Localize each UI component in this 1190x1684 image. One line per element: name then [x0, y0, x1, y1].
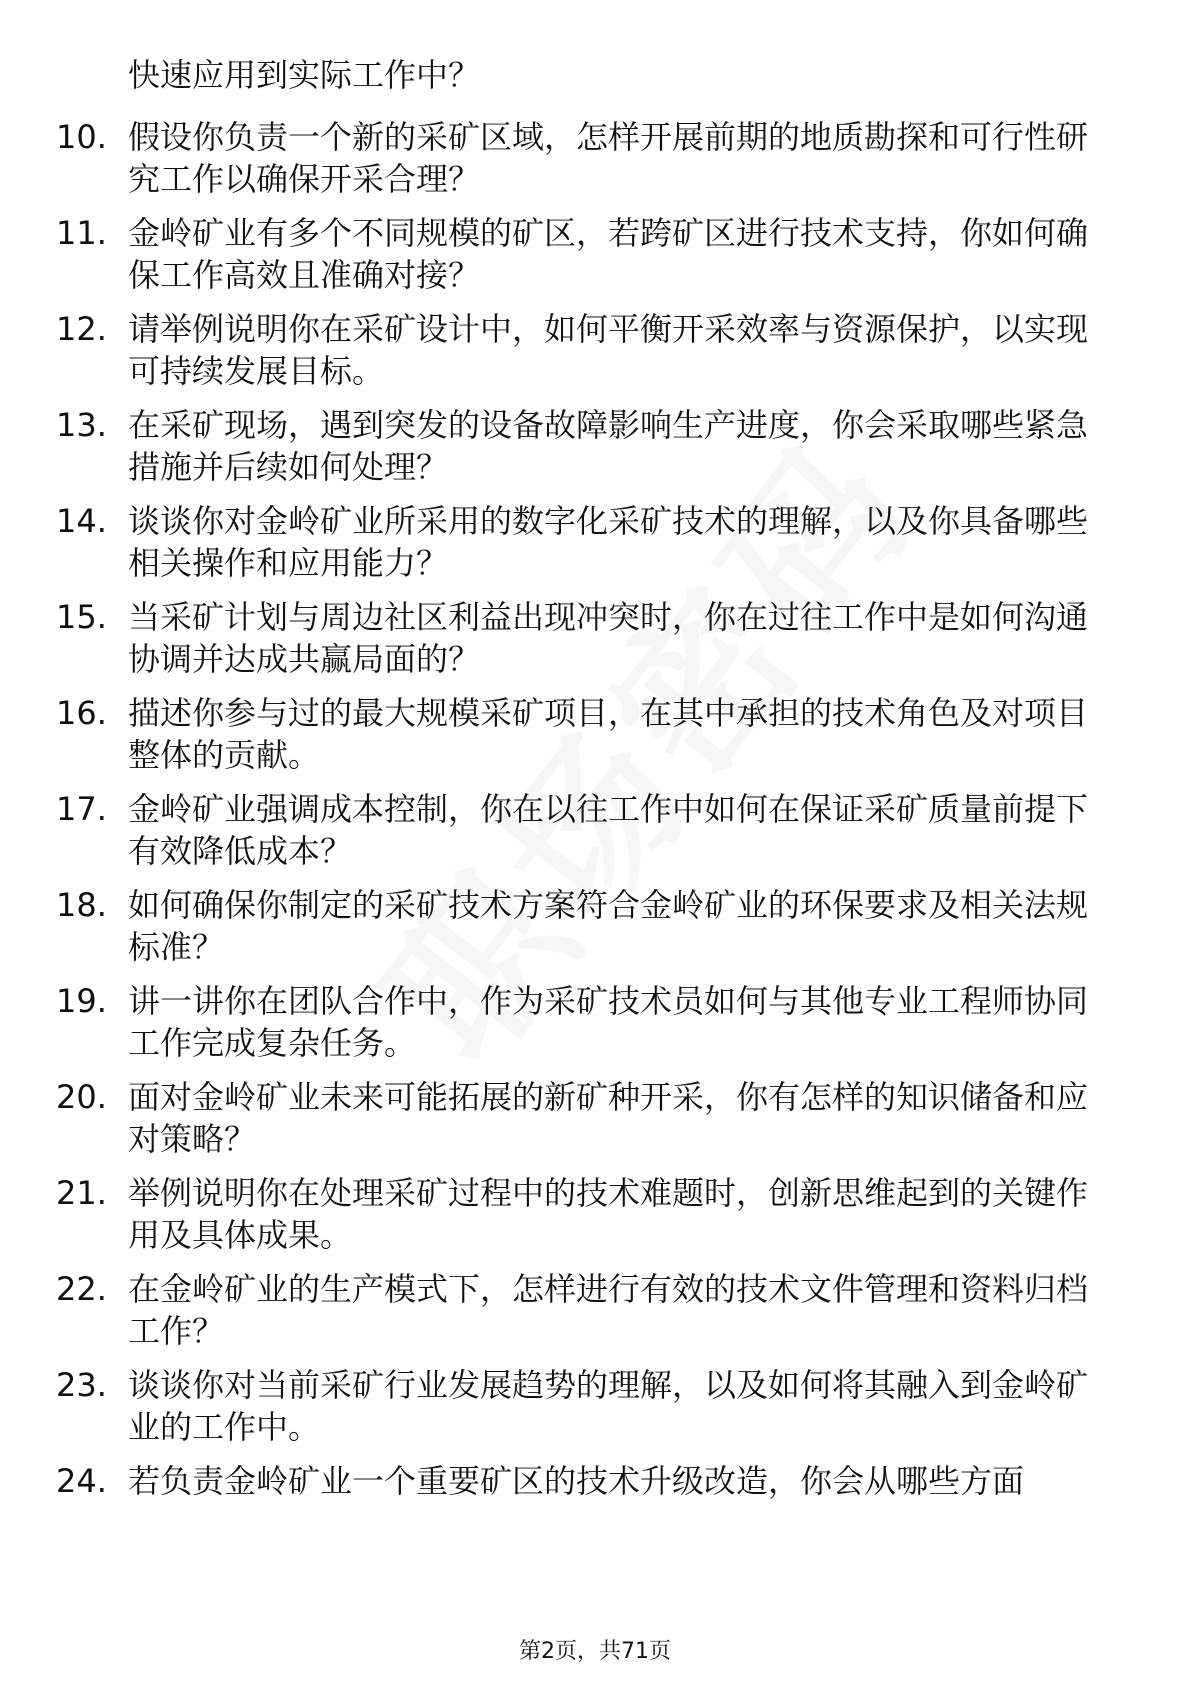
item-number: 16.	[56, 694, 107, 732]
item-text: 金岭矿业强调成本控制，你在以往工作中如何在保证采矿质量前提下有效降低成本？	[128, 790, 1089, 870]
item-text: 如何确保你制定的采矿技术方案符合金岭矿业的环保要求及相关法规标准？	[128, 886, 1089, 966]
item-number: 19.	[56, 982, 107, 1020]
item-number: 14.	[56, 502, 107, 540]
item-number: 12.	[56, 310, 107, 348]
item-text: 谈谈你对当前采矿行业发展趋势的理解，以及如何将其融入到金岭矿业的工作中。	[128, 1366, 1089, 1446]
item-text: 举例说明你在处理采矿过程中的技术难题时，创新思维起到的关键作用及具体成果。	[128, 1174, 1089, 1254]
item-text: 金岭矿业有多个不同规模的矿区，若跨矿区进行技术支持，你如何确保工作高效且准确对接？	[128, 214, 1089, 294]
item-text: 当采矿计划与周边社区利益出现冲突时，你在过往工作中是如何沟通协调并达成共赢局面的？	[128, 598, 1089, 678]
item-text: 在金岭矿业的生产模式下，怎样进行有效的技术文件管理和资料归档工作？	[128, 1270, 1089, 1350]
item-number: 10.	[56, 118, 107, 156]
item-number: 11.	[56, 214, 107, 252]
item-number: 21.	[56, 1174, 107, 1212]
item-number: 20.	[56, 1078, 107, 1116]
item-number: 23.	[56, 1366, 107, 1404]
item-text: 请举例说明你在采矿设计中，如何平衡开采效率与资源保护，以实现可持续发展目标。	[128, 310, 1089, 390]
item-number: 13.	[56, 406, 107, 444]
item-text: 谈谈你对金岭矿业所采用的数字化采矿技术的理解，以及你具备哪些相关操作和应用能力？	[128, 502, 1089, 582]
item-number: 24.	[56, 1462, 107, 1500]
continued-question-text: 快速应用到实际工作中？	[128, 56, 481, 94]
item-text: 假设你负责一个新的采矿区域，怎样开展前期的地质勘探和可行性研究工作以确保开采合理？	[128, 118, 1089, 198]
item-text: 讲一讲你在团队合作中，作为采矿技术员如何与其他专业工程师协同工作完成复杂任务。	[128, 982, 1089, 1062]
item-text: 描述你参与过的最大规模采矿项目，在其中承担的技术角色及对项目整体的贡献。	[128, 694, 1089, 774]
item-text: 若负责金岭矿业一个重要矿区的技术升级改造，你会从哪些方面	[128, 1462, 1025, 1500]
item-text: 在采矿现场，遇到突发的设备故障影响生产进度，你会采取哪些紧急措施并后续如何处理？	[128, 406, 1089, 486]
page-footer: 第2页，共71页	[519, 1639, 671, 1664]
item-number: 15.	[56, 598, 107, 636]
item-text: 面对金岭矿业未来可能拓展的新矿种开采，你有怎样的知识储备和应对策略？	[128, 1078, 1089, 1158]
item-number: 22.	[56, 1270, 107, 1308]
item-number: 18.	[56, 886, 107, 924]
item-number: 17.	[56, 790, 107, 828]
